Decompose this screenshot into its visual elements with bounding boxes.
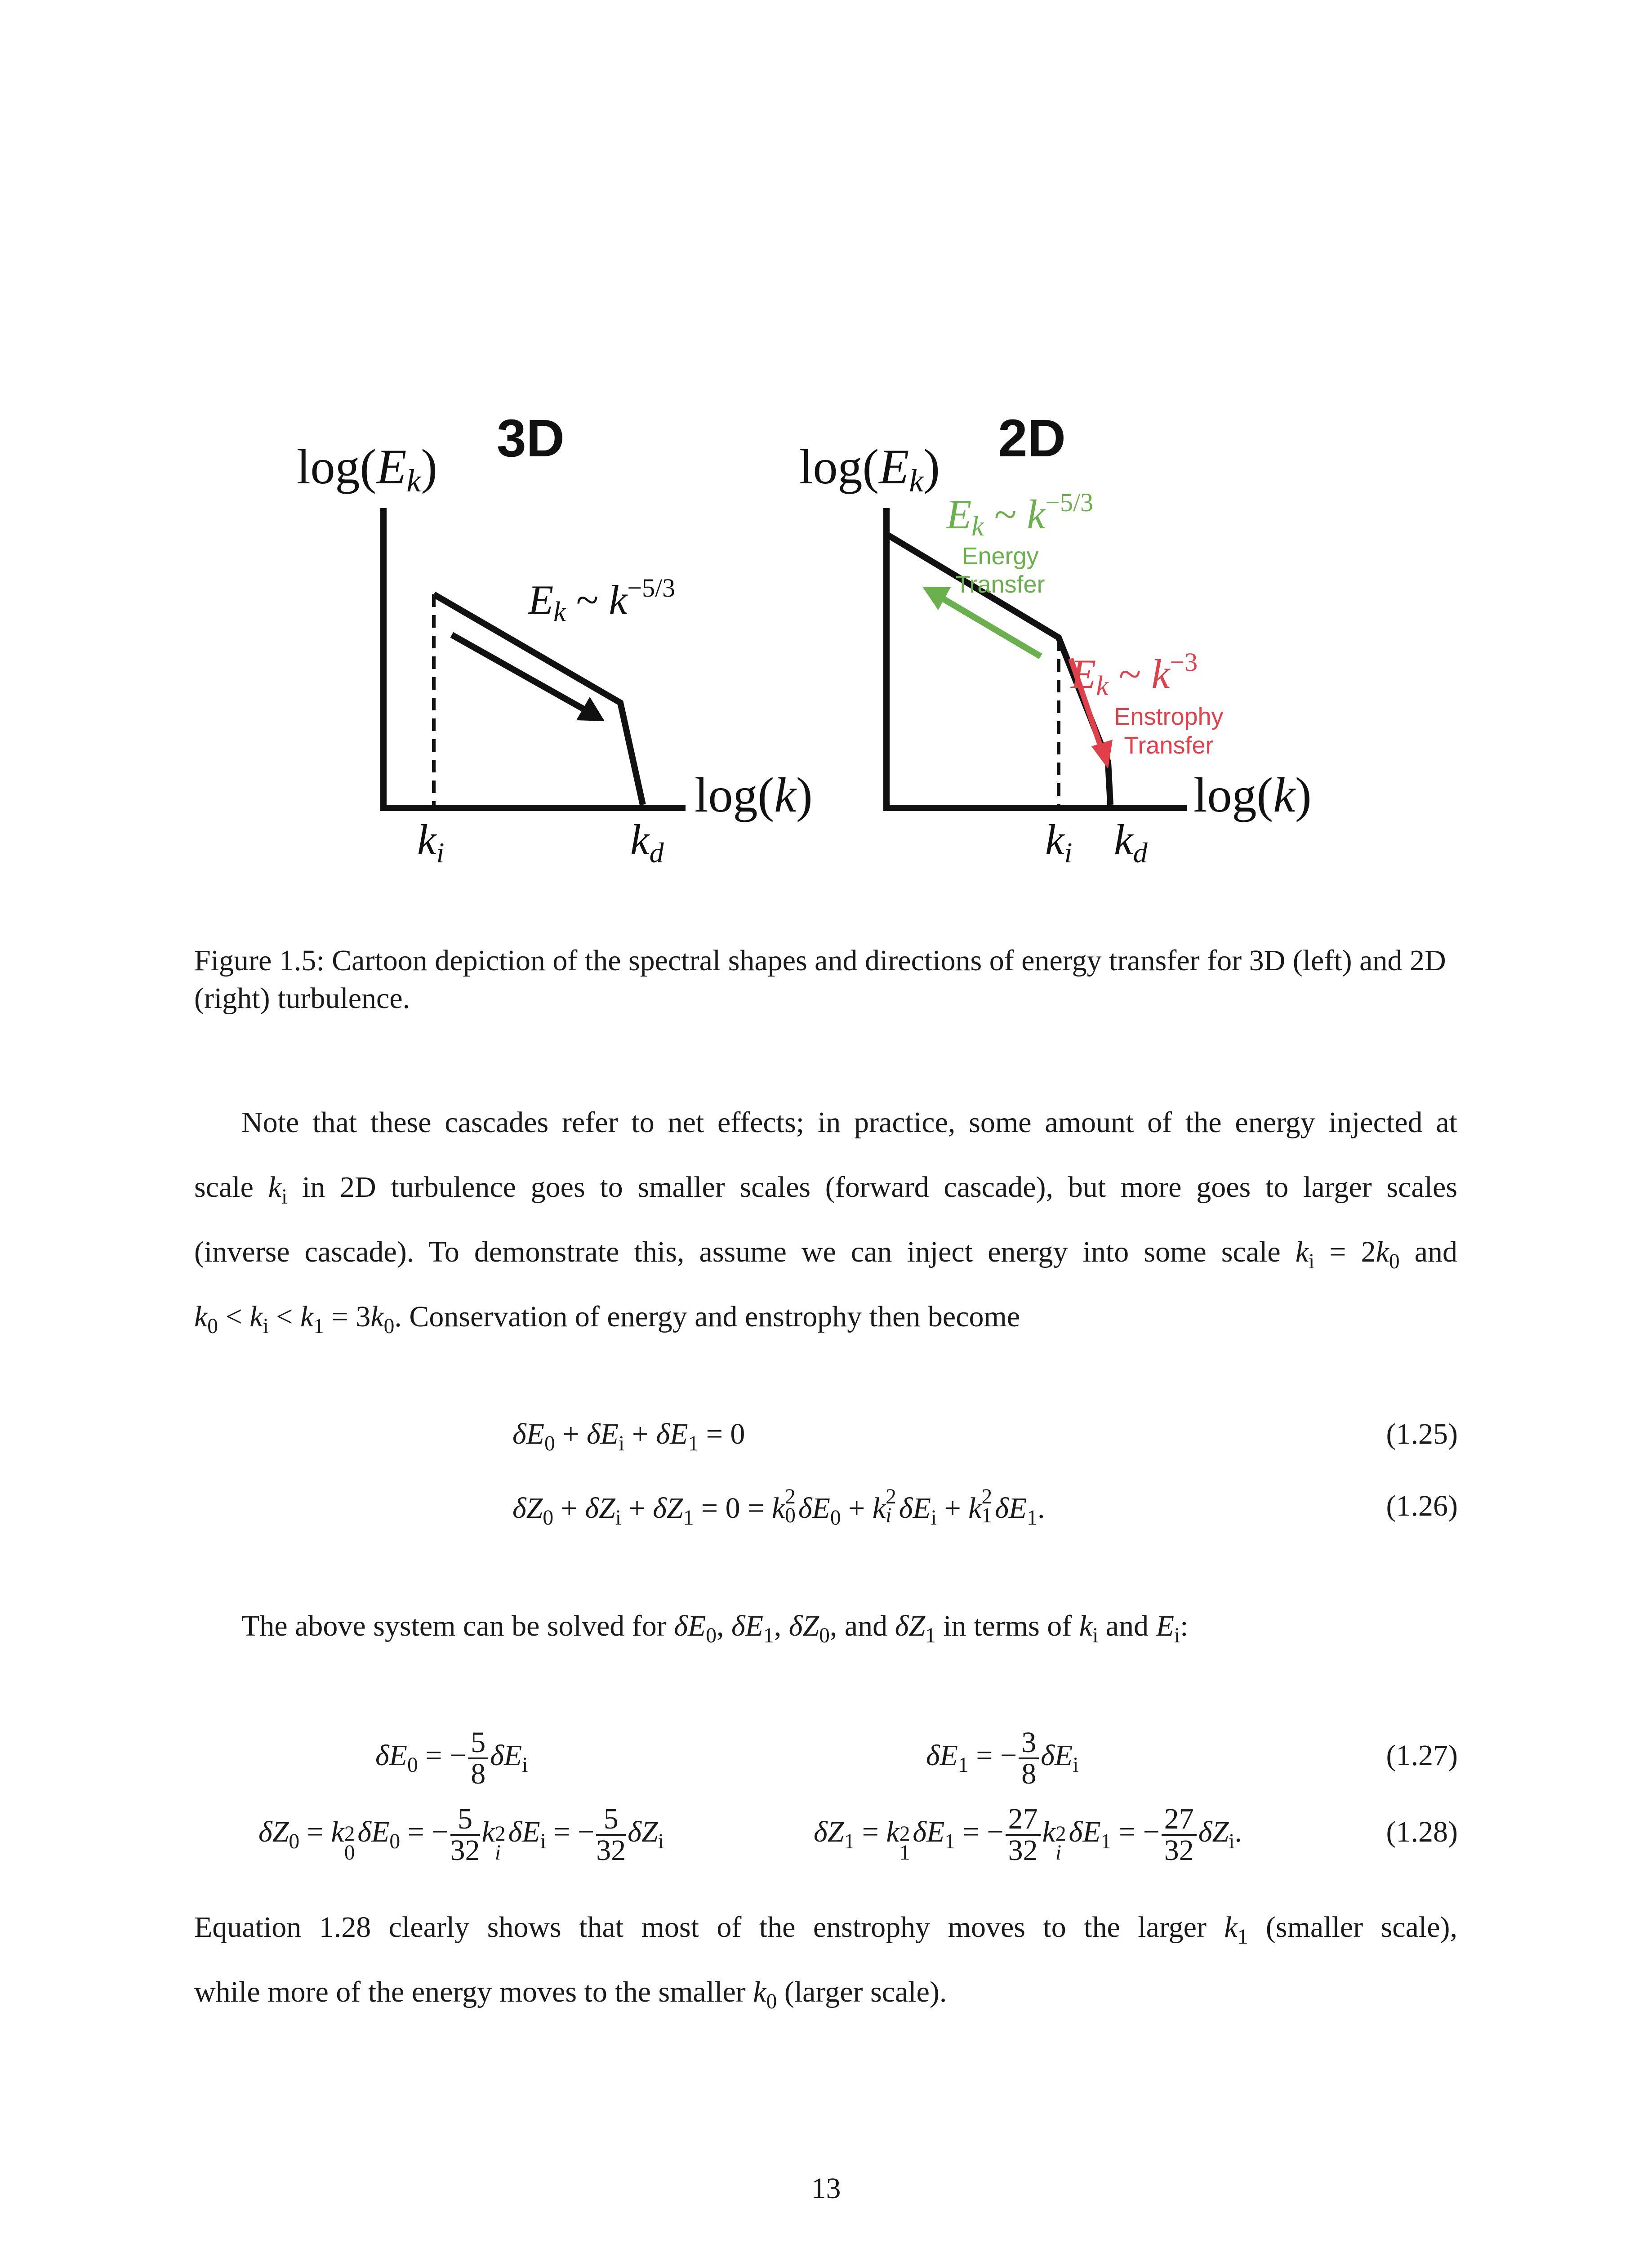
enstrophy-transfer-label-2: Transfer (1124, 732, 1214, 759)
right-kd-label: kd (1114, 816, 1148, 869)
left-panel-title: 3D (497, 409, 565, 468)
paragraph-conclusion (194, 1895, 1457, 2025)
figure-caption: Figure 1.5: Cartoon depiction of the spectral shapes and directions of energy transfer for 3D (left) and 2D (right) turbulence. (194, 944, 1446, 1015)
equation-number-1-27: (1.27) (1386, 1739, 1458, 1772)
equation-1-26: $\delta Z_0 + \delta Z_i + \delta Z_1 = 0 = k$ 2 0 $\delta E_0 + k$ 2 i $\delta E_i + k$ 2 1 $\delta E_1$. (512, 1485, 1045, 1530)
equation-1-27-right: $\delta E_1$ = − $\frac{3}{8}$ $\delta E_i$ (926, 1726, 1079, 1790)
left-x-axis-label: log(k) (695, 767, 813, 822)
right-panel-2d (799, 409, 1312, 869)
equation-1-27-left: $\delta E_0$ = − $\frac{5}{8}$ $\delta E_i$ (375, 1726, 528, 1790)
right-x-axis-label: log(k) (1193, 767, 1312, 822)
para1-line4: $k_0 < k_i < k_1 = 3k_0$. Conservation of energy and enstrophy then become (194, 1300, 1020, 1338)
para1-line1: Note that these cascades refer to net effects; in practice, some amount of the energy injected at (241, 1106, 1457, 1139)
left-panel-3d (297, 409, 813, 869)
para1-line3: (inverse cascade). To demonstrate this, assume we can inject energy into some scale $k_i = 2k_0$ and (194, 1236, 1458, 1274)
paragraph-cascades (194, 1090, 1457, 1349)
equation-1-28-right: $\delta Z_1 = k$ 2 1 $\delta E_1$ = − $\frac{27}{32}$ k 2 i $\delta E_1$ = − $\frac{27}{32}$ $\delta Z_i$. (814, 1802, 1242, 1867)
energy-transfer-label-2: Transfer (955, 571, 1045, 598)
para1-line2: scale $k_i$ in 2D turbulence goes to smaller scales (forward cascade), but more goes to larger scales (194, 1171, 1458, 1209)
left-slope-label: Ek ~ $k^{-5/3}$ (528, 573, 676, 627)
enstrophy-transfer-label-1: Enstrophy (1114, 703, 1224, 730)
equation-number-1-25: (1.25) (1386, 1418, 1458, 1450)
equation-1-28-left: $\delta Z_0 = k$ 2 0 $\delta E_0$ = − $\frac{5}{32}$ k 2 i $\delta E_i$ = − $\frac{5}{32}$ $\delta Z_i$ (258, 1802, 664, 1867)
spectra-cartoon (252, 387, 1403, 881)
energy-transfer-arrow-shaft (942, 598, 1041, 656)
enstrophy-slope-label: Ek ~ $k^{-3}$ (1071, 647, 1198, 701)
para3-line1: Equation 1.28 clearly shows that most of the enstrophy moves to the larger $k_1$ (smaller scale), (194, 1911, 1457, 1949)
para3-line2: while more of the energy moves to the smaller $k_0$ (larger scale). (194, 1976, 947, 2014)
paragraph-solve: The above system can be solved for $\delta E_0$, $\delta E_1$, $\delta Z_0$, and $\delta Z_1$ in terms of $k_i$ and $E_i$: (241, 1610, 1189, 1648)
equation-1-25: $\delta E_0 + \delta E_i + \delta E_1 = 0$ (512, 1418, 745, 1456)
right-ki-label: ki (1045, 816, 1073, 869)
energy-slope-label: Ek ~ $k^{-5/3}$ (946, 488, 1094, 542)
energy-transfer-label-1: Energy (962, 543, 1039, 570)
equation-number-1-26: (1.26) (1386, 1490, 1458, 1522)
left-ki-label: ki (417, 816, 445, 869)
left-spectrum-curve (434, 594, 643, 805)
right-y-axis-label: log(Ek) (799, 439, 940, 499)
figure-turbulence-spectra (252, 387, 1403, 881)
left-y-axis-label: log(Ek) (297, 439, 438, 499)
page-number: 13 (811, 2172, 841, 2205)
right-panel-title: 2D (998, 409, 1066, 468)
equation-number-1-28: (1.28) (1386, 1815, 1458, 1848)
left-kd-label: kd (630, 816, 664, 869)
